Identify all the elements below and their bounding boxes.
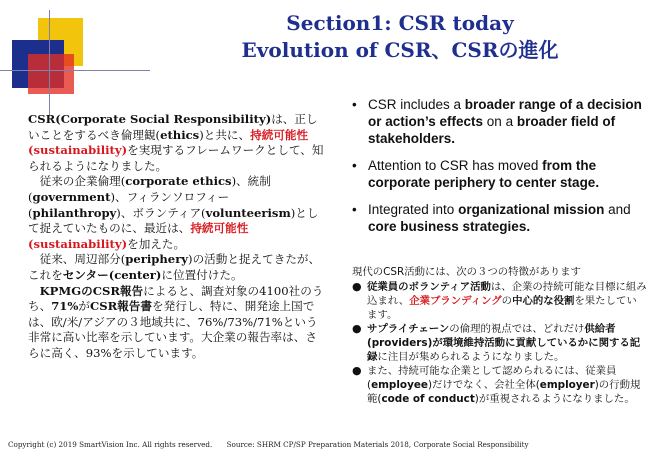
feature-bullet-item [352,322,647,364]
text-run: philanthropy [32,205,117,220]
text-run: 持続可能性(sustainability) [28,127,309,158]
title-line-2: Evolution of CSR、CSRの進化 [241,38,559,62]
footer [8,440,541,449]
features-section [352,265,647,406]
text-run: corporate ethics [125,174,232,189]
text-run: code of conduct [381,393,475,405]
left-text-column [28,112,326,362]
text-run: core business strategies. [368,219,531,234]
text-run: に注目が集められるようになりました。 [377,351,565,363]
text-run: の倫理的視点では、どれだけ [449,323,585,335]
text-run: Integrated into [368,202,459,217]
deco-vertical-line [49,10,50,115]
text-run: periphery [125,252,189,267]
text-run: )、統制( [28,174,271,204]
slide-title [150,10,650,64]
text-run: )と共に、 [199,127,251,142]
text-run: を発行し、特に、開発途上国では、欧/米/アジアの３地域共に、76%/73%/71%という非常に高い比率を示しています。大企業の報告率は、さらに高く、93%を示しています。 [28,299,318,360]
text-run: 従来の企業倫理( [28,174,126,189]
text-run: CSR(Corporate Social Responsibility) [28,112,272,126]
text-run: )の行動規範( [367,379,641,405]
text-run: )が重視されるようになりました。 [474,393,635,405]
bullet-marker: ● [352,280,362,293]
text-run: )だけでなく、会社全体( [427,379,540,391]
source-text: Source: SHRM CP/SP Preparation Materials 2018, Corporate Social Responsibility [226,440,529,449]
features-intro: 現代のCSR活動には、次の３つの特徴があります [352,266,581,278]
text-run: は、正しいことをするべき倫理観( [28,112,318,142]
right-bullet-item [352,201,642,235]
left-paragraph-3 [28,252,326,283]
bullet-marker: • [352,97,357,112]
text-run: )として捉えていたものに、最近は、 [28,205,319,236]
text-run: from the corporate periphery to center stage. [368,158,600,190]
text-run: )、フィランソロフィー( [28,189,230,220]
bullet-marker: • [352,202,357,217]
right-bullet-item [352,96,642,147]
feature-bullet-text [367,281,647,321]
title-line-1: Section1: CSR today [286,11,514,35]
text-run: employee [371,379,428,391]
text-run: )、ボランティア( [116,205,206,220]
text-run: 中心的な役割 [512,295,575,307]
right-bullet-item [352,157,642,191]
bullet-marker: • [352,158,357,173]
text-run: に位置付けた。 [161,267,243,282]
bullet-marker: ● [352,364,362,377]
text-run: によると、調査対象の4100社のうち、 [28,283,324,314]
text-run: 従来、周辺部分( [28,252,126,267]
text-run: サプライチェーン [367,323,450,335]
text-run: )の活動と捉えてきたが、これを [28,252,321,282]
text-run: 供給者(providers)が環境維持活動に貢献しているかに関する記録 [367,323,641,363]
text-run: の [501,295,513,307]
text-run: CSR報告書 [89,299,152,314]
text-run: を加えた。 [127,236,186,251]
feature-bullet-text [367,365,640,405]
left-paragraph-4 [28,284,326,362]
text-run: は、企業の持続可能な目標に組み込まれ、 [367,281,647,307]
text-run: volunteerism [205,205,291,220]
text-run: government [32,189,111,204]
bullet-marker: ● [352,322,362,335]
feature-bullet-item [352,364,647,406]
right-bullet-text [368,158,599,190]
text-run: 従業員のボランティア活動 [367,281,491,293]
text-run: 企業ブランディング [409,295,502,307]
deco-red-square [28,54,74,94]
feature-bullet-item [352,280,647,322]
text-run: を果たしています。 [367,295,637,321]
text-run: ethics [160,127,200,142]
copyright-text: Copyright (c) 2019 SmartVision Inc. All rights reserved. [8,440,213,449]
feature-bullet-text [367,323,640,363]
right-bullet-text [368,202,631,234]
right-bullet-list [352,96,642,245]
text-run: KPMGのCSR報告 [39,283,144,298]
text-run: 持続可能性(sustainability) [28,221,249,251]
text-run: broader field of stakeholders. [368,114,616,146]
text-run: on a [483,114,517,129]
text-run: Attention to CSR has moved [368,158,543,173]
text-run: を実現するフレームワークとして、知られるようになりました。 [28,143,324,173]
text-run: また、持続可能な企業として認められるには、従業員( [367,365,617,391]
left-paragraph-1 [28,112,326,174]
right-bullet-text [368,97,642,146]
text-run [28,284,40,298]
left-paragraph-2 [28,174,326,252]
deco-horizontal-line [0,70,150,71]
text-run: and [604,202,631,217]
text-run: employer [539,379,595,391]
text-run: センター(center) [62,267,162,282]
text-run: 71% [51,299,79,314]
text-run: CSR includes a [368,97,465,112]
text-run: organizational mission [458,202,605,217]
text-run: が [78,299,90,314]
text-run: broader range of a decision or action’s effects [368,97,642,129]
